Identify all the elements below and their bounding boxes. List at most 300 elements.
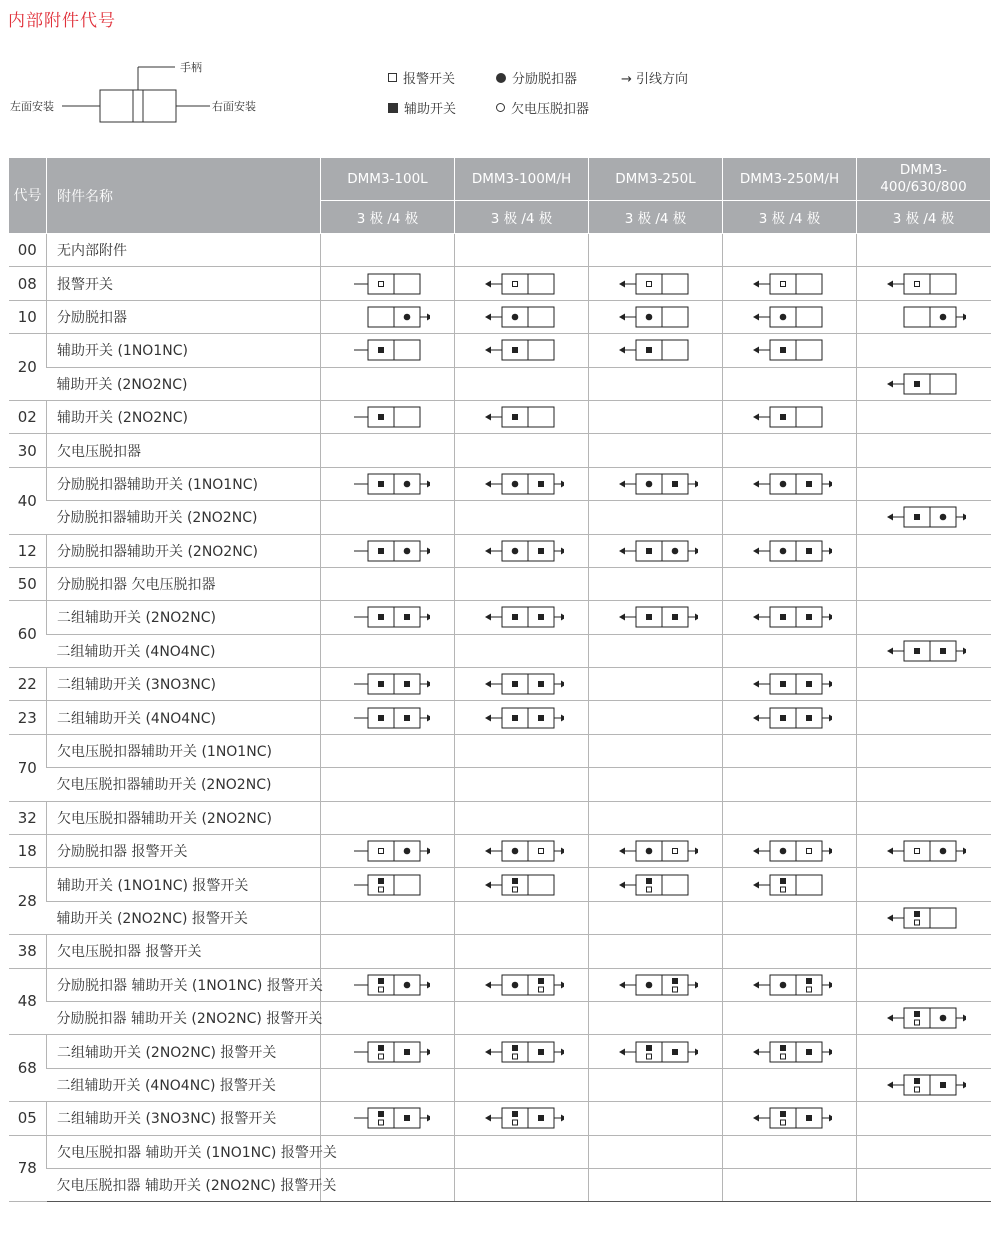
accessory-code: 10 [9,300,47,333]
lead-direction-text: → 引线方向 [621,72,689,87]
accessory-symbol [882,271,966,297]
accessory-name: 欠电压脱扣器 报警开关 [47,935,321,968]
lead-arrow-left [485,313,491,320]
table-row [9,467,991,500]
accessory-name: 二组辅助开关 (2NO2NC) 报警开关 [47,1035,321,1068]
lead-arrow-left [619,280,625,287]
symbol-cell-model-4 [723,835,857,868]
accessory-symbol [748,471,832,497]
symbol-cell-model-3 [589,267,723,300]
symbol-cell-model-1 [321,968,455,1001]
aux-switch-mark [806,481,812,487]
table-row [9,234,991,267]
aux-switch-mark [672,1049,678,1055]
lead-arrow-left [887,380,893,387]
table-row [9,634,991,667]
symbol-cell-model-5 [857,1168,991,1201]
page-title: 内部附件代号 [8,11,116,31]
header-poles-3: 3 极 /4 极 [589,201,723,234]
lead-arrow-left [619,981,625,988]
lead-arrow-right [829,1048,832,1055]
symbol-cell-model-5 [857,367,991,400]
lead-arrow-left [753,547,759,554]
aux-switch-mark [646,878,652,884]
aux-switch-mark [404,1115,410,1121]
lead-arrow-left [619,614,625,621]
lead-arrow-left [753,414,759,421]
symbol-cell-model-2 [455,634,589,667]
symbol-cell-model-3 [589,1068,723,1101]
undervoltage-release-icon [496,103,505,112]
shunt-release-mark [511,547,518,554]
table-row [9,835,991,868]
accessory-code: 40 [9,467,47,534]
header-model-4: DMM3-250M/H [723,158,857,201]
aux-switch-mark [538,978,544,984]
lead-arrow-right [561,480,564,487]
accessory-symbol [480,538,564,564]
shunt-release-mark [645,848,652,855]
header-poles-5: 3 极 /4 极 [857,201,991,234]
aux-switch-mark [378,1045,384,1051]
accessory-name: 报警开关 [47,267,321,300]
lead-arrow-right [427,1115,430,1122]
accessory-symbol [882,304,966,330]
lead-arrow-left [619,547,625,554]
symbol-cell-model-2 [455,534,589,567]
aux-switch-mark [806,614,812,620]
lead-arrow-right [561,714,564,721]
lead-arrow-right [561,1115,564,1122]
lead-arrow-left [619,848,625,855]
accessory-symbol [748,972,832,998]
accessory-symbol [346,1039,430,1065]
table-row [9,968,991,1001]
accessory-symbol [614,604,698,630]
accessory-symbol [614,1039,698,1065]
aux-switch-mark [538,481,544,487]
accessory-symbol [614,271,698,297]
aux-switch-mark [378,548,384,554]
aux-switch-mark [672,614,678,620]
accessory-symbol [882,638,966,664]
accessory-name: 二组辅助开关 (4NO4NC) [47,701,321,734]
accessory-code: 05 [9,1102,47,1135]
lead-arrow-right [695,480,698,487]
symbol-cell-model-3 [589,1168,723,1201]
aux-switch-mark [378,681,384,687]
lead-arrow-left [753,1048,759,1055]
accessory-symbol [346,538,430,564]
lead-arrow-left [887,1015,893,1022]
header-name: 附件名称 [47,158,321,234]
accessory-symbol [346,671,430,697]
accessory-symbol [346,471,430,497]
lead-arrow-left [485,414,491,421]
aux-switch-icon [388,103,398,113]
accessory-code: 20 [9,334,47,401]
shunt-release-mark [779,848,786,855]
lead-arrow-left [753,981,759,988]
accessory-name: 分励脱扣器辅助开关 (2NO2NC) [47,534,321,567]
lead-arrow-left [887,280,893,287]
accessory-code: 18 [9,835,47,868]
symbol-cell-model-2 [455,367,589,400]
lead-arrow-right [695,614,698,621]
symbol-cell-model-4 [723,1135,857,1168]
symbol-cell-model-4 [723,400,857,433]
symbol-cell-model-5 [857,534,991,567]
lead-arrow-left [485,280,491,287]
aux-switch-mark [646,347,652,353]
accessory-name: 辅助开关 (2NO2NC) [47,400,321,433]
shunt-release-mark [939,514,946,521]
symbol-cell-model-3 [589,234,723,267]
accessory-symbol [346,337,430,363]
symbol-cell-model-5 [857,634,991,667]
shunt-release-mark [779,981,786,988]
lead-arrow-left [485,714,491,721]
accessory-symbol [346,271,430,297]
aux-switch-mark [538,548,544,554]
symbol-cell-model-2 [455,701,589,734]
symbol-cell-model-3 [589,1035,723,1068]
symbol-cell-model-4 [723,734,857,767]
aux-switch-mark [404,715,410,721]
lead-arrow-right [963,313,966,320]
accessory-name: 二组辅助开关 (4NO4NC) 报警开关 [47,1068,321,1101]
accessory-symbol [346,304,430,330]
symbol-cell-model-5 [857,935,991,968]
symbol-cell-model-2 [455,734,589,767]
accessory-symbol [346,972,430,998]
symbol-cell-model-3 [589,567,723,600]
lead-arrow-right [427,848,430,855]
symbol-cell-model-1 [321,400,455,433]
symbol-cell-model-1 [321,1168,455,1201]
aux-switch-mark [780,681,786,687]
lead-arrow-left [485,347,491,354]
accessory-name: 欠电压脱扣器 辅助开关 (2NO2NC) 报警开关 [47,1168,321,1201]
aux-switch-mark [538,681,544,687]
lead-arrow-left [887,514,893,521]
lead-arrow-left [753,614,759,621]
symbol-cell-model-2 [455,868,589,901]
symbol-cell-model-3 [589,668,723,701]
shunt-release-mark [403,314,410,321]
symbol-cell-model-4 [723,801,857,834]
symbol-cell-model-2 [455,935,589,968]
symbol-cell-model-3 [589,835,723,868]
aux-switch-mark [780,715,786,721]
aux-switch-mark [512,878,518,884]
symbol-cell-model-2 [455,1001,589,1034]
symbol-cell-model-3 [589,634,723,667]
accessory-name: 无内部附件 [47,234,321,267]
lead-arrow-right [829,614,832,621]
aux-switch-mark [646,548,652,554]
symbol-cell-model-4 [723,567,857,600]
accessory-symbol [346,404,430,430]
shunt-release-mark [779,481,786,488]
accessory-code: 78 [9,1135,47,1202]
symbol-cell-model-2 [455,234,589,267]
accessory-symbol [480,1105,564,1131]
accessory-name: 辅助开关 (1NO1NC) 报警开关 [47,868,321,901]
symbol-cell-model-1 [321,935,455,968]
shunt-release-mark [645,981,652,988]
symbol-cell-model-5 [857,267,991,300]
symbol-cell-model-1 [321,1001,455,1034]
symbol-cell-model-1 [321,234,455,267]
symbol-cell-model-2 [455,300,589,333]
lead-arrow-right [695,1048,698,1055]
symbol-cell-model-4 [723,668,857,701]
lead-arrow-right [695,848,698,855]
accessory-symbol [480,271,564,297]
accessory-symbol [614,972,698,998]
accessory-name: 二组辅助开关 (2NO2NC) [47,601,321,634]
symbol-cell-model-5 [857,334,991,367]
accessory-name: 欠电压脱扣器 辅助开关 (1NO1NC) 报警开关 [47,1135,321,1168]
symbol-cell-model-4 [723,868,857,901]
table-row [9,367,991,400]
symbol-cell-model-3 [589,300,723,333]
lead-arrow-left [753,347,759,354]
symbol-cell-model-1 [321,768,455,801]
accessory-code: 28 [9,868,47,935]
symbol-cell-model-5 [857,400,991,433]
symbol-cell-model-1 [321,701,455,734]
accessory-symbol [480,705,564,731]
shunt-release-mark [403,547,410,554]
lead-arrow-right [829,480,832,487]
lead-arrow-left [485,614,491,621]
accessory-symbol [748,337,832,363]
lead-arrow-left [887,1081,893,1088]
lead-arrow-right [561,547,564,554]
aux-switch-mark [378,1111,384,1117]
lead-arrow-left [485,1048,491,1055]
symbol-cell-model-5 [857,1035,991,1068]
lead-arrow-left [753,881,759,888]
lead-arrow-right [829,1115,832,1122]
accessory-symbol [748,271,832,297]
header-poles-1: 3 极 /4 极 [321,201,455,234]
symbol-cell-model-3 [589,968,723,1001]
accessory-code: 00 [9,234,47,267]
table-row [9,334,991,367]
accessory-name: 分励脱扣器辅助开关 (1NO1NC) [47,467,321,500]
symbol-cell-model-1 [321,835,455,868]
accessory-symbol [748,538,832,564]
table-row [9,1102,991,1135]
symbol-cell-model-1 [321,734,455,767]
accessory-symbol [614,304,698,330]
lead-arrow-left [619,347,625,354]
accessory-symbol [614,471,698,497]
symbol-cell-model-4 [723,234,857,267]
symbol-cell-model-3 [589,1001,723,1034]
aux-switch-mark [538,1049,544,1055]
accessory-symbol [480,404,564,430]
symbol-cell-model-1 [321,1135,455,1168]
symbol-cell-model-5 [857,467,991,500]
shunt-release-mark [939,1015,946,1022]
lead-arrow-left [753,1115,759,1122]
lead-arrow-left [753,714,759,721]
symbol-cell-model-5 [857,1001,991,1034]
symbol-cell-model-4 [723,901,857,934]
aux-switch-mark [780,1045,786,1051]
symbol-cell-model-2 [455,968,589,1001]
symbol-cell-model-2 [455,1168,589,1201]
accessory-symbol [614,337,698,363]
lead-arrow-right [829,714,832,721]
symbol-cell-model-2 [455,501,589,534]
accessory-symbol [748,604,832,630]
accessory-symbol [346,872,430,898]
symbol-cell-model-3 [589,768,723,801]
shunt-release-mark [403,481,410,488]
accessory-symbol [748,1039,832,1065]
table-row [9,768,991,801]
lead-arrow-right [829,681,832,688]
symbol-cell-model-5 [857,668,991,701]
header-model-5: DMM3-400/630/800 [857,158,991,201]
aux-switch-mark [512,681,518,687]
table-row [9,1168,991,1201]
symbol-cell-model-2 [455,334,589,367]
symbol-cell-model-3 [589,501,723,534]
accessory-symbol [480,337,564,363]
legend-alarm: 报警开关 [388,68,455,87]
aux-switch-mark [672,978,678,984]
accessory-code: 48 [9,968,47,1035]
aux-switch-mark [806,715,812,721]
table-row [9,1135,991,1168]
symbol-cell-model-1 [321,434,455,467]
aux-switch-mark [914,911,920,917]
aux-switch-mark [404,1049,410,1055]
lead-arrow-left [485,848,491,855]
symbol-cell-model-3 [589,467,723,500]
symbol-cell-model-4 [723,768,857,801]
symbol-cell-model-5 [857,567,991,600]
symbol-cell-model-5 [857,234,991,267]
shunt-release-mark [939,848,946,855]
lead-arrow-right [427,981,430,988]
shunt-release-icon [496,73,506,83]
table-row [9,701,991,734]
legend-arrow [621,68,688,87]
symbol-cell-model-5 [857,901,991,934]
aux-switch-mark [646,614,652,620]
symbol-cell-model-5 [857,768,991,801]
aux-switch-mark [806,978,812,984]
aux-switch-mark [806,548,812,554]
symbol-cell-model-4 [723,1068,857,1101]
lead-arrow-right [829,981,832,988]
symbol-cell-model-4 [723,634,857,667]
accessory-name: 二组辅助开关 (3NO3NC) 报警开关 [47,1102,321,1135]
accessory-symbol [480,972,564,998]
accessory-symbol [480,872,564,898]
lead-arrow-right [427,1048,430,1055]
accessory-symbol [748,1105,832,1131]
aux-switch-mark [378,614,384,620]
symbol-cell-model-5 [857,868,991,901]
lead-arrow-right [695,547,698,554]
accessory-name: 分励脱扣器 欠电压脱扣器 [47,567,321,600]
accessory-symbol [480,604,564,630]
symbol-cell-model-2 [455,768,589,801]
symbol-cell-model-2 [455,1035,589,1068]
symbol-cell-model-4 [723,467,857,500]
symbol-cell-model-1 [321,1068,455,1101]
symbol-cell-model-5 [857,601,991,634]
accessory-name: 分励脱扣器辅助开关 (2NO2NC) [47,501,321,534]
table-row [9,1068,991,1101]
symbol-cell-model-2 [455,1068,589,1101]
accessory-symbol [748,705,832,731]
symbol-cell-model-1 [321,267,455,300]
lead-arrow-left [485,1115,491,1122]
legend-undervoltage: 欠电压脱扣器 [496,98,589,117]
symbol-cell-model-1 [321,1102,455,1135]
lead-arrow-left [619,480,625,487]
legend-shunt: 分励脱扣器 [496,68,577,87]
lead-arrow-left [485,981,491,988]
symbol-cell-model-2 [455,1135,589,1168]
aux-switch-mark [780,1111,786,1117]
symbol-cell-model-1 [321,634,455,667]
table-row [9,567,991,600]
aux-switch-mark [914,1078,920,1084]
accessory-symbol [480,471,564,497]
symbol-cell-model-2 [455,567,589,600]
lead-arrow-right [963,647,966,654]
lead-arrow-right [427,681,430,688]
accessory-symbol [882,1072,966,1098]
symbol-cell-model-4 [723,1102,857,1135]
lead-arrow-right [427,714,430,721]
accessory-symbol [882,371,966,397]
symbol-cell-model-5 [857,1102,991,1135]
accessory-code: 02 [9,400,47,433]
lead-arrow-left [485,480,491,487]
accessory-symbol [346,1105,430,1131]
symbol-cell-model-3 [589,400,723,433]
lead-arrow-left [619,313,625,320]
accessory-symbol [748,304,832,330]
table-row [9,434,991,467]
lead-arrow-right [427,480,430,487]
table-row [9,300,991,333]
lead-arrow-right [427,313,430,320]
aux-switch-mark [404,614,410,620]
accessory-code: 70 [9,734,47,801]
shunt-release-mark [779,314,786,321]
symbol-cell-model-4 [723,434,857,467]
aux-switch-mark [538,614,544,620]
accessory-symbol [480,1039,564,1065]
aux-switch-mark [806,681,812,687]
symbol-cell-model-4 [723,267,857,300]
symbol-cell-model-2 [455,267,589,300]
aux-switch-mark [914,381,920,387]
symbol-cell-model-3 [589,367,723,400]
